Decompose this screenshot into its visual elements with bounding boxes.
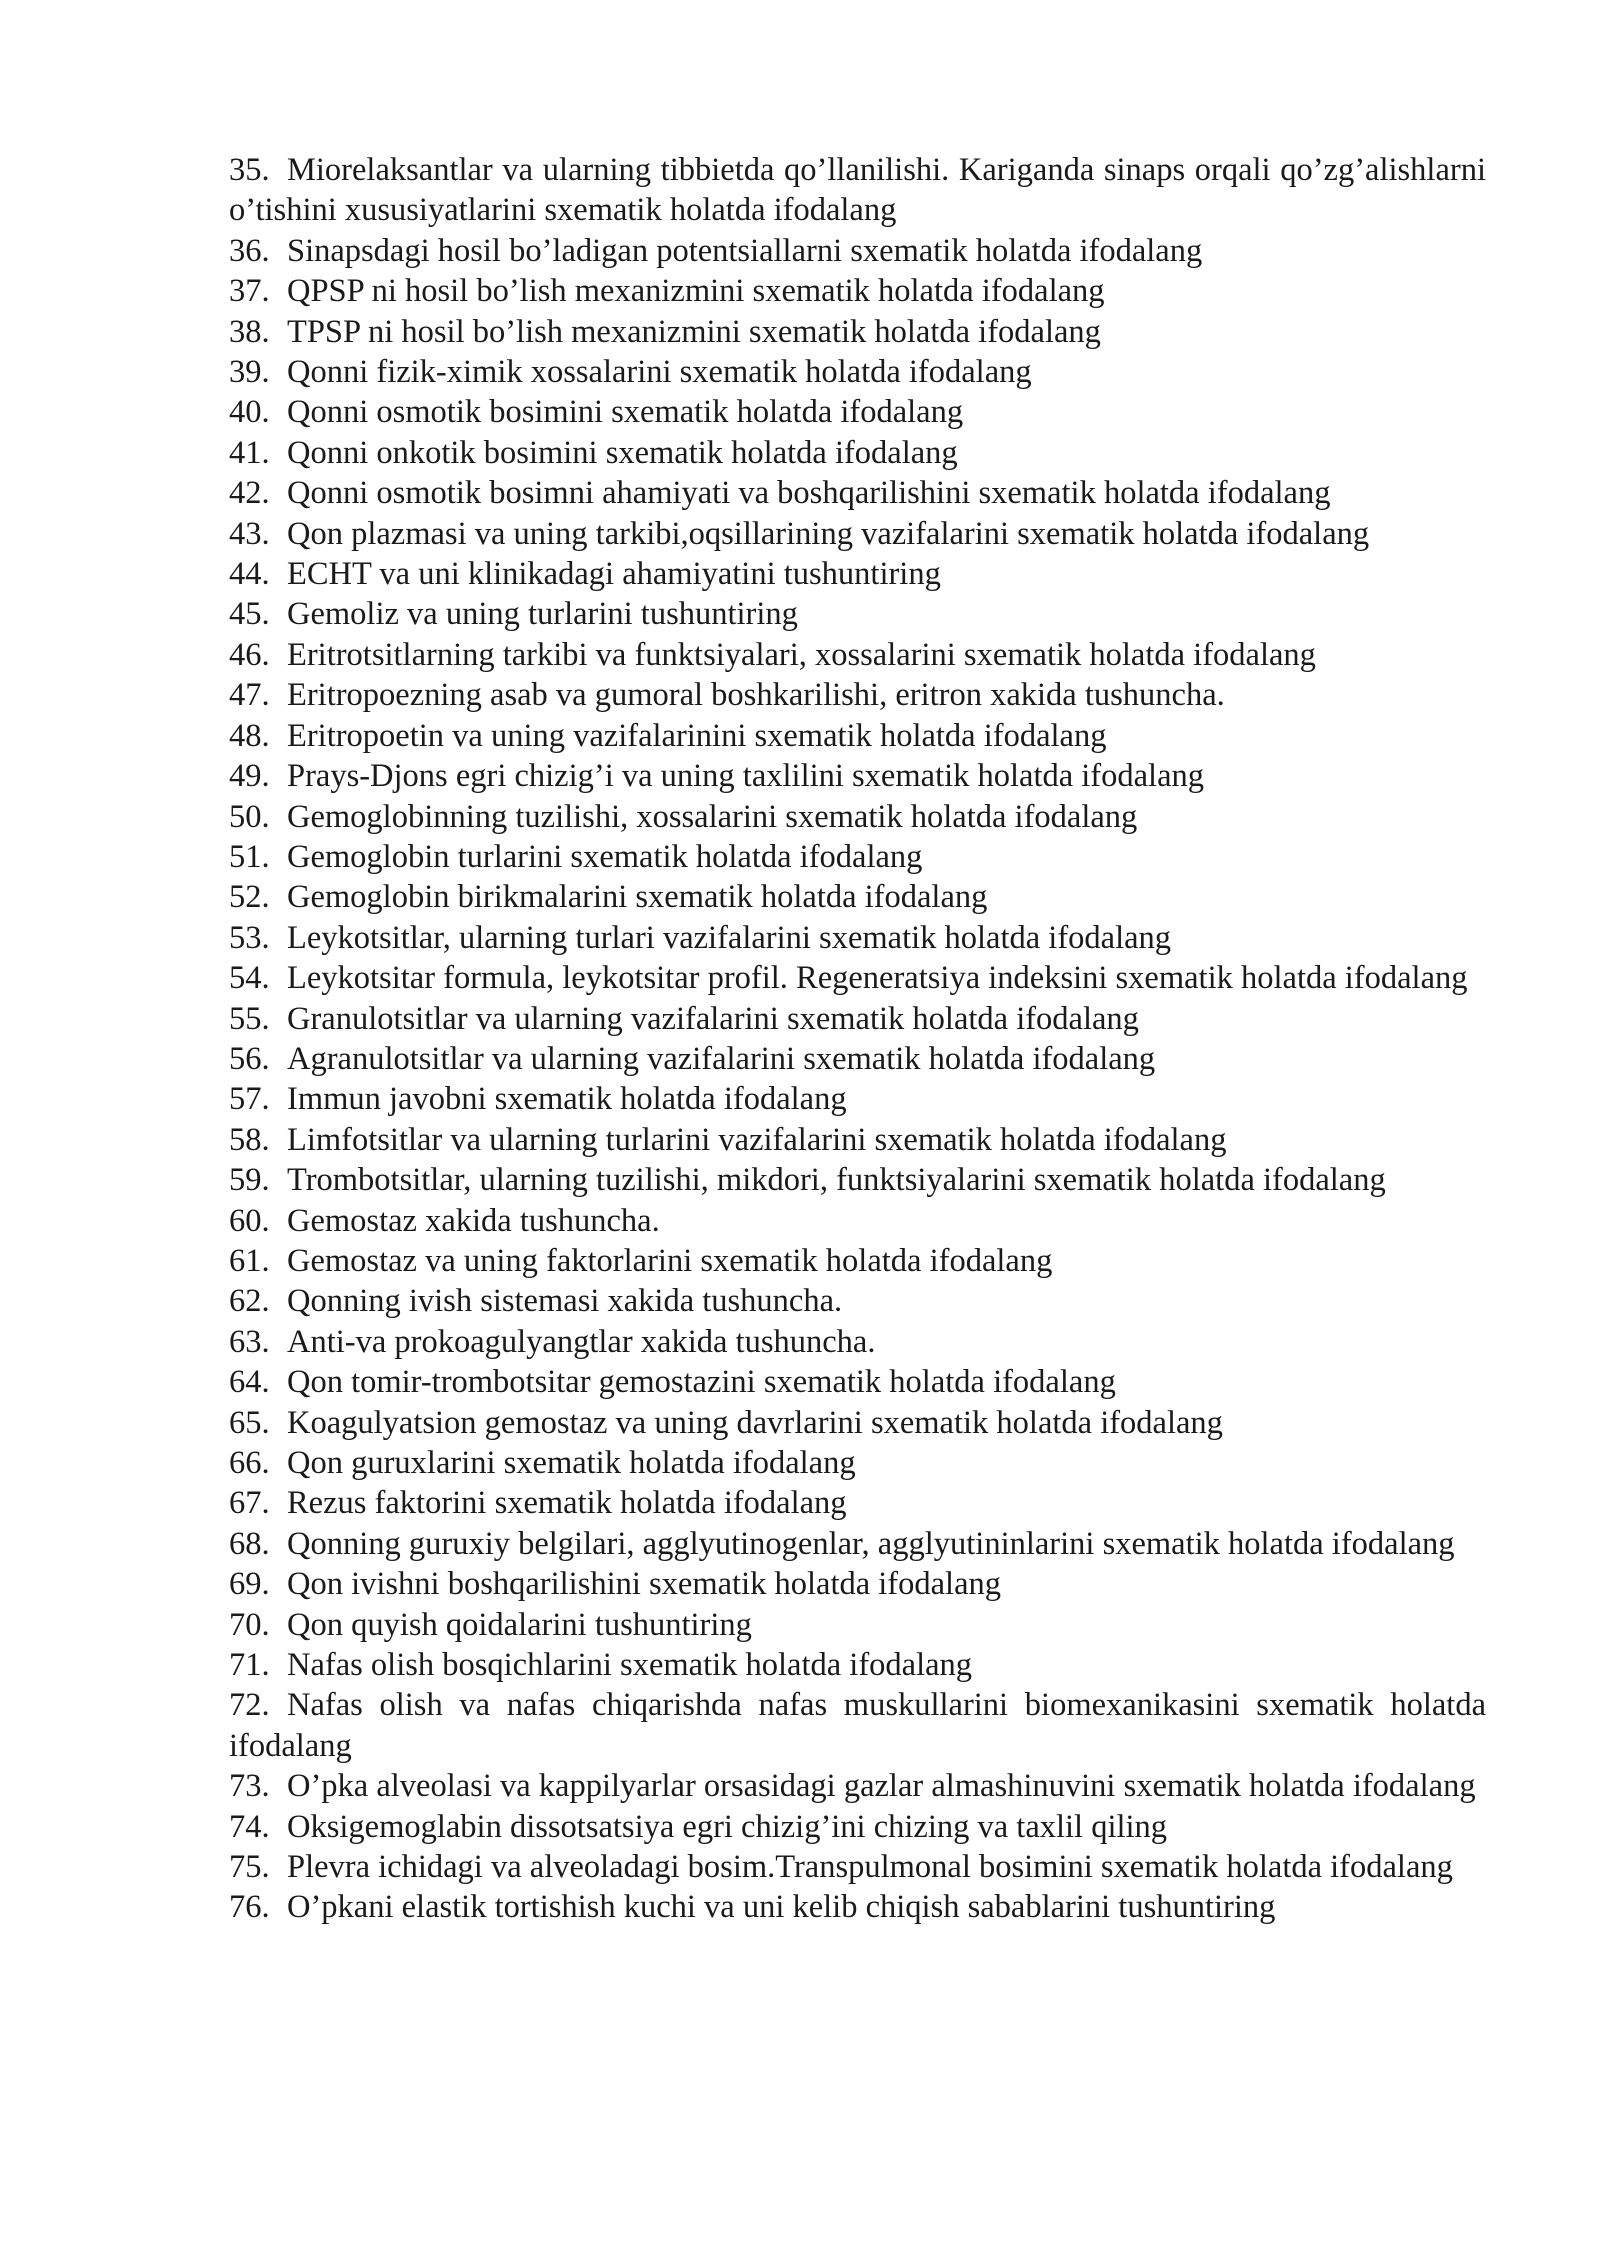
question-text: Leykotsitlar, ularning turlari vazifalarini sxematik holatda ifodalang <box>287 919 1172 956</box>
question-item <box>229 1160 1486 1200</box>
question-text: Gemoglobin birikmalarini sxematik holatda ifodalang <box>287 879 988 916</box>
question-text: Qonni onkotik bosimini sxematik holatda ifodalang <box>287 434 958 471</box>
question-number: 35. <box>229 152 270 188</box>
question-item <box>229 1039 1486 1079</box>
question-item <box>229 1362 1486 1402</box>
question-item <box>229 1079 1486 1119</box>
question-item <box>229 1847 1486 1887</box>
question-number: 59. <box>229 1162 270 1199</box>
question-number: 61. <box>229 1242 270 1279</box>
question-text: Koagulyatsion gemostaz va uning davrlarini sxematik holatda ifodalang <box>287 1404 1223 1441</box>
question-number: 63. <box>229 1323 270 1360</box>
question-text: Gemoglobin turlarini sxematik holatda ifodalang <box>287 838 923 875</box>
question-text: Qonni osmotik bosimni ahamiyati va boshqarilishini sxematik holatda ifodalang <box>287 475 1331 512</box>
question-item <box>229 958 1486 998</box>
question-item <box>229 271 1486 311</box>
question-text: Sinapsdagi hosil bo’ladigan potentsiallarni sxematik holatda ifodalang <box>287 232 1203 269</box>
question-number: 57. <box>229 1081 270 1118</box>
question-text: O’pka alveolasi va kappilyarlar orsasidagi gazlar almashinuvini sxematik holatda ifodalang <box>287 1768 1476 1805</box>
question-number: 62. <box>229 1283 270 1320</box>
question-item <box>229 1564 1486 1604</box>
question-number: 45. <box>229 596 270 633</box>
question-text: O’pkani elastik tortishish kuchi va uni kelib chiqish sabablarini tushuntiring <box>287 1889 1276 1926</box>
question-item <box>229 514 1486 554</box>
question-number: 51. <box>229 838 270 875</box>
question-item <box>229 1403 1486 1443</box>
question-text: Qonni fizik-ximik xossalarini sxematik holatda ifodalang <box>287 354 1032 391</box>
question-item <box>229 1201 1486 1241</box>
question-item <box>229 675 1486 715</box>
question-item <box>229 1241 1486 1281</box>
question-number: 47. <box>229 677 270 714</box>
question-number: 52. <box>229 879 270 916</box>
question-text: Gemoglobinning tuzilishi, xossalarini sxematik holatda ifodalang <box>287 798 1138 835</box>
question-item <box>229 1887 1486 1927</box>
question-text: Qon ivishni boshqarilishini sxematik holatda ifodalang <box>287 1566 1002 1603</box>
question-text: Plevra ichidagi va alveoladagi bosim.Transpulmonal bosimini sxematik holatda ifodalang <box>287 1849 1453 1886</box>
question-number: 55. <box>229 1000 270 1037</box>
question-number: 42. <box>229 475 270 512</box>
question-text: Leykotsitar formula, leykotsitar profil. Regeneratsiya indeksini sxematik holatda ifodalang <box>287 960 1468 997</box>
question-item <box>229 918 1486 958</box>
question-number: 56. <box>229 1040 270 1077</box>
question-item <box>229 150 1486 231</box>
question-number: 38. <box>229 313 270 350</box>
question-item <box>229 594 1486 634</box>
question-item <box>229 999 1486 1039</box>
question-number: 75. <box>229 1849 270 1886</box>
question-text: Nafas olish bosqichlarini sxematik holatda ifodalang <box>287 1647 973 1684</box>
question-number: 58. <box>229 1121 270 1158</box>
question-item <box>229 1605 1486 1645</box>
question-item <box>229 877 1486 917</box>
question-text: Eritropoezning asab va gumoral boshkarilishi, eritron xakida tushuncha. <box>287 677 1225 714</box>
question-text: Qonning ivish sistemasi xakida tushuncha. <box>287 1283 843 1320</box>
question-item <box>229 1645 1486 1685</box>
question-text: Limfotsitlar va ularning turlarini vazifalarini sxematik holatda ifodalang <box>287 1121 1227 1158</box>
question-text: Gemostaz va uning faktorlarini sxematik holatda ifodalang <box>287 1242 1053 1279</box>
question-item <box>229 1483 1486 1523</box>
question-item <box>229 312 1486 352</box>
question-item <box>229 756 1486 796</box>
question-item <box>229 352 1486 392</box>
question-number: 46. <box>229 636 270 673</box>
question-number: 50. <box>229 798 270 835</box>
question-number: 70. <box>229 1606 270 1643</box>
question-number: 53. <box>229 919 270 956</box>
question-item <box>229 635 1486 675</box>
question-item <box>229 554 1486 594</box>
question-item <box>229 1685 1486 1766</box>
question-text: Miorelaksantlar va ularning tibbietda qo’llanilishi. Kariganda sinaps orqali qo’zg’alishlarni o’tishini xususiyatlarini sxematik holatda ifodalang <box>229 152 1486 229</box>
question-item <box>229 716 1486 756</box>
question-text: Qonning guruxiy belgilari, agglyutinogenlar, agglyutininlarini sxematik holatda ifodalang <box>287 1525 1455 1562</box>
question-text: Qon guruxlarini sxematik holatda ifodalang <box>287 1445 856 1481</box>
question-number: 49. <box>229 758 270 795</box>
question-number: 43. <box>229 515 270 552</box>
question-text: Oksigemoglabin dissotsatsiya egri chizig’ini chizing va taxlil qiling <box>287 1808 1168 1845</box>
question-text: Qon quyish qoidalarini tushuntiring <box>287 1606 752 1643</box>
question-number: 72. <box>229 1687 270 1724</box>
question-text: Gemostaz xakida tushuncha. <box>287 1202 660 1239</box>
question-number: 39. <box>229 354 270 391</box>
question-number: 66. <box>229 1445 270 1481</box>
question-number: 41. <box>229 434 270 471</box>
question-item <box>229 1120 1486 1160</box>
question-item <box>229 1766 1486 1806</box>
question-text: Nafas olish va nafas chiqarishda nafas muskullarini biomexanikasini sxematik holatda ifodalang <box>229 1687 1486 1764</box>
question-text: Anti-va prokoagulyangtlar xakida tushuncha. <box>287 1323 876 1360</box>
question-number: 69. <box>229 1566 270 1603</box>
question-number: 54. <box>229 960 270 997</box>
question-text: Granulotsitlar va ularning vazifalarini sxematik holatda ifodalang <box>287 1000 1139 1037</box>
question-text: Eritropoetin va uning vazifalarinini sxematik holatda ifodalang <box>287 717 1107 754</box>
question-text: ECHT va uni klinikadagi ahamiyatini tushuntiring <box>287 556 941 593</box>
question-text: TPSP ni hosil bo’lish mexanizmini sxematik holatda ifodalang <box>287 313 1101 350</box>
question-text: Immun javobni sxematik holatda ifodalang <box>287 1081 847 1118</box>
question-text: Eritrotsitlarning tarkibi va funktsiyalari, xossalarini sxematik holatda ifodalang <box>287 636 1316 673</box>
question-text: Rezus faktorini sxematik holatda ifodalang <box>287 1485 847 1522</box>
question-text: Qon plazmasi va uning tarkibi,oqsillarining vazifalarini sxematik holatda ifodalang <box>287 515 1370 552</box>
question-number: 71. <box>229 1647 270 1684</box>
question-item <box>229 1807 1486 1847</box>
question-item <box>229 433 1486 473</box>
question-number: 60. <box>229 1202 270 1239</box>
question-number: 40. <box>229 394 270 431</box>
question-number: 74. <box>229 1808 270 1845</box>
question-number: 67. <box>229 1485 270 1522</box>
question-item <box>229 473 1486 513</box>
question-item <box>229 797 1486 837</box>
question-item <box>229 837 1486 877</box>
question-text: Qon tomir-trombotsitar gemostazini sxematik holatda ifodalang <box>287 1364 1116 1401</box>
question-number: 68. <box>229 1525 270 1562</box>
question-item <box>229 1443 1486 1483</box>
question-item <box>229 1281 1486 1321</box>
question-text: Gemoliz va uning turlarini tushuntiring <box>287 596 798 633</box>
question-text: Qonni osmotik bosimini sxematik holatda ifodalang <box>287 394 964 431</box>
question-number: 44. <box>229 556 270 593</box>
question-number: 36. <box>229 232 270 269</box>
question-text: Prays-Djons egri chizig’i va uning taxlilini sxematik holatda ifodalang <box>287 758 1205 795</box>
question-number: 76. <box>229 1889 270 1926</box>
question-number: 37. <box>229 273 270 310</box>
question-item <box>229 1322 1486 1362</box>
question-number: 73. <box>229 1768 270 1805</box>
question-number: 48. <box>229 717 270 754</box>
question-text: QPSP ni hosil bo’lish mexanizmini sxematik holatda ifodalang <box>287 273 1105 310</box>
question-item <box>229 392 1486 432</box>
question-item <box>229 1524 1486 1564</box>
question-item <box>229 231 1486 271</box>
question-number: 64. <box>229 1364 270 1401</box>
question-list <box>229 150 1486 1928</box>
question-text: Agranulotsitlar va ularning vazifalarini sxematik holatda ifodalang <box>287 1040 1156 1077</box>
question-text: Trombotsitlar, ularning tuzilishi, mikdori, funktsiyalarini sxematik holatda ifodalang <box>287 1162 1386 1199</box>
question-number: 65. <box>229 1404 270 1441</box>
